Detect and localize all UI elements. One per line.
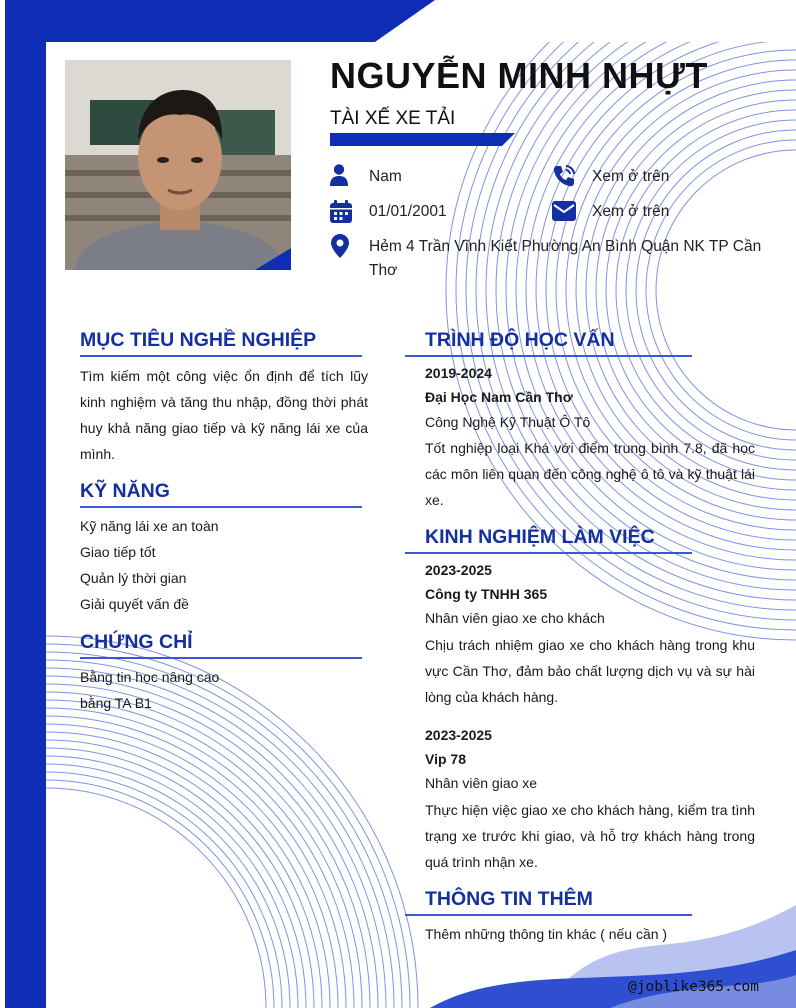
- address-value: Hẻm 4 Trần Vĩnh Kiết Phường An Bình Quận NK TP Cần Thơ: [369, 238, 762, 279]
- section-title-extra: THÔNG TIN THÊM: [425, 888, 593, 910]
- section-title-certificates: CHỨNG CHỈ: [80, 631, 193, 653]
- location-pin-icon: [331, 234, 349, 258]
- section-title-skills: KỸ NĂNG: [80, 480, 170, 502]
- profile-photo: [65, 60, 291, 270]
- job-description: Thực hiện việc giao xe cho khách hàng, kiểm tra tình trạng xe trước khi giao, và hỗ trợ khách hàng trong quá trình nhận xe.: [425, 802, 755, 870]
- user-icon: [330, 164, 348, 186]
- education-description: Tốt nghiệp loại Khá với điểm trung bình 7.8, đã học các môn liên quan đến công nghệ ô tô và kỹ thuật lái xe.: [425, 440, 755, 508]
- full-name: NGUYỄN MINH NHỰT: [330, 55, 708, 96]
- job-position: Nhân viên giao xe: [425, 775, 538, 791]
- section-underline: [405, 355, 692, 357]
- section-underline: [405, 914, 692, 916]
- job-description: Chịu trách nhiệm giao xe cho khách hàng trong khu vực Cần Thơ, đảm bảo chất lượng dịch vụ và sự hài lòng của khách hàng.: [425, 637, 755, 705]
- job-title: TÀI XẾ XE TẢI: [330, 108, 456, 129]
- birthday-value: 01/01/2001: [369, 203, 447, 220]
- section-title-education: TRÌNH ĐỘ HỌC VẤN: [425, 329, 615, 351]
- job-period: 2023-2025: [425, 562, 492, 578]
- watermark: @joblike365.com: [628, 979, 759, 995]
- education-period: 2019-2024: [425, 365, 492, 381]
- phone-value: Xem ở trên: [592, 168, 670, 185]
- email-value: Xem ở trên: [592, 203, 670, 220]
- section-title-objective: MỤC TIÊU NGHỀ NGHIỆP: [80, 329, 317, 351]
- job-period: 2023-2025: [425, 727, 492, 743]
- education-major: Công Nghệ Kỹ Thuật Ô Tô: [425, 414, 591, 430]
- skill-item: Giao tiếp tốt: [80, 544, 156, 560]
- phone-icon: [552, 164, 576, 188]
- section-underline: [80, 506, 362, 508]
- certificate-item: bằng TA B1: [80, 695, 152, 711]
- title-underline-bar: [330, 133, 515, 146]
- job-company: Công ty TNHH 365: [425, 586, 548, 602]
- education-school: Đại Học Nam Cần Thơ: [425, 389, 573, 405]
- gender-value: Nam: [369, 168, 402, 185]
- certificate-item: Bằng tin học nâng cao: [80, 669, 220, 685]
- section-underline: [405, 552, 692, 554]
- skill-item: Quản lý thời gian: [80, 570, 187, 586]
- envelope-icon: [552, 201, 576, 221]
- objective-text: Tìm kiếm một công việc ổn định để tích lũy kinh nghiệm và tăng thu nhập, đồng thời phát huy khả năng giao tiếp và kỹ năng lái xe của mình.: [80, 368, 368, 462]
- skill-item: Kỹ năng lái xe an toàn: [80, 518, 219, 534]
- extra-info-text: Thêm những thông tin khác ( nếu cần ): [425, 926, 668, 942]
- job-company: Vip 78: [425, 751, 466, 767]
- section-underline: [80, 355, 362, 357]
- section-underline: [80, 657, 362, 659]
- calendar-icon: [330, 200, 352, 223]
- job-position: Nhân viên giao xe cho khách: [425, 610, 605, 626]
- skill-item: Giải quyết vấn đề: [80, 596, 189, 612]
- section-title-experience: KINH NGHIỆM LÀM VIỆC: [425, 526, 655, 548]
